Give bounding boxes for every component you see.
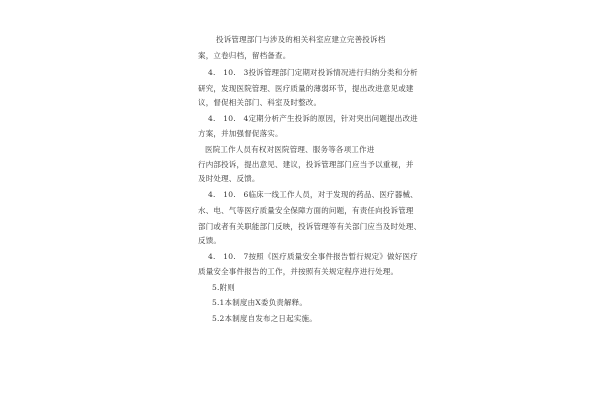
text-line: 医院工作人员有权对医院管理、服务等各项工作进 — [205, 145, 375, 154]
text-line: 水、电、气等医疗质量安全保障方面的问题，有责任向投诉管理 — [198, 206, 414, 215]
text-line: 4. 10. 6临床一线工作人员，对于发现的药品、医疗器械、 — [208, 190, 418, 199]
text-line: 投诉管理部门与涉及的相关科室应建立完善投诉档 — [216, 35, 386, 44]
text-line: 4. 10. 4定期分析产生投诉的原因，针对突出问题提出改进 — [208, 114, 418, 123]
text-line: 方案，并加强督促落实。 — [198, 129, 283, 138]
text-line: 议，督促相关部门、科室及时整改。 — [198, 98, 322, 107]
text-line: 4. 10. 3投诉管理部门定期对投诉情况进行归纳分类和分析 — [208, 68, 418, 77]
text-line: 及时处理、反馈。 — [198, 174, 260, 183]
text-line: 5.1本制度由X委负责解释。 — [212, 298, 308, 307]
text-line: 研究，发现医院管理、医疗质量的薄弱环节，提出改进意见或建 — [198, 84, 414, 93]
text-line: 4. 10. 7按照《医疗质量安全事件报告暂行规定》做好医疗 — [208, 252, 418, 261]
text-line: 案，立卷归档，留档备查。 — [198, 51, 291, 60]
text-line: 5.附则 — [212, 283, 235, 292]
text-line: 5.2本制度自发布之日起实施。 — [212, 314, 317, 323]
text-line: 部门或者有关职能部门反映，投诉管理等有关部门应当及时处理、 — [198, 222, 422, 231]
text-line: 质量安全事件报告的工作，并按照有关规定程序进行处理。 — [198, 267, 399, 276]
text-line: 反馈。 — [198, 236, 222, 245]
text-line: 行内部投诉，提出意见、建议，投诉管理部门应当予以重视，并 — [198, 160, 414, 169]
